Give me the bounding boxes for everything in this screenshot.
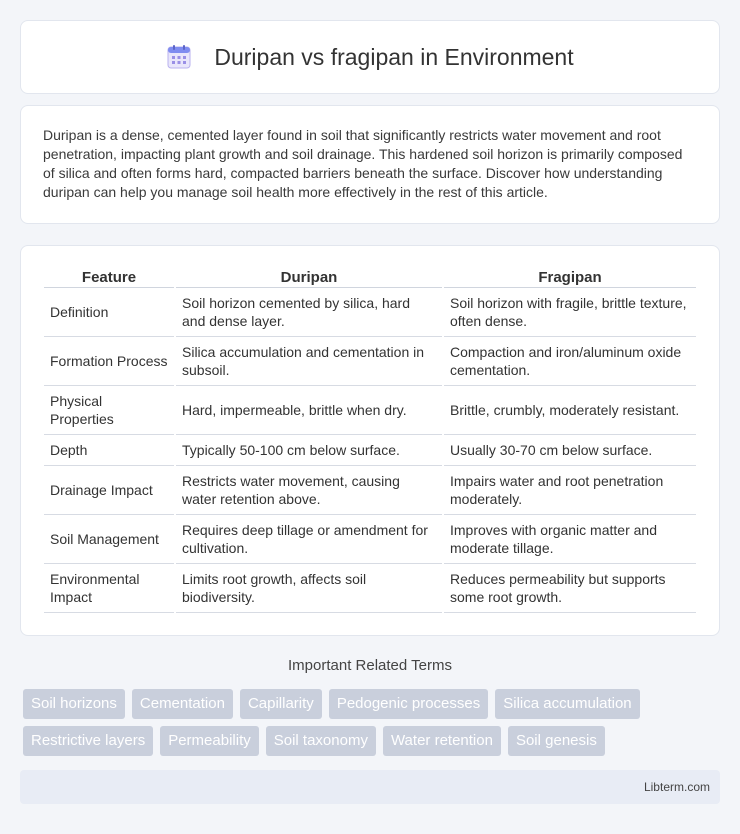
column-header-fragipan: Fragipan xyxy=(444,264,696,288)
tag-soil-horizons[interactable]: Soil horizons xyxy=(23,689,125,719)
tag-pedogenic-processes[interactable]: Pedogenic processes xyxy=(329,689,488,719)
page-header xyxy=(20,20,720,94)
table-header-row xyxy=(44,264,696,288)
fragipan-cell: Reduces permeability but supports some root growth. xyxy=(444,564,696,613)
page-title: Duripan vs fragipan in Environment xyxy=(214,43,574,70)
tag-soil-genesis[interactable]: Soil genesis xyxy=(508,726,605,756)
comparison-table-card xyxy=(20,245,720,636)
tag-permeability[interactable]: Permeability xyxy=(160,726,259,756)
fragipan-cell: Soil horizon with fragile, brittle texture, often dense. xyxy=(444,288,696,337)
related-terms-tags xyxy=(23,689,723,763)
intro-card xyxy=(20,105,720,224)
fragipan-cell: Brittle, crumbly, moderately resistant. xyxy=(444,386,696,435)
duripan-cell: Hard, impermeable, brittle when dry. xyxy=(176,386,442,435)
fragipan-cell: Impairs water and root penetration moderately. xyxy=(444,466,696,515)
fragipan-cell: Compaction and iron/aluminum oxide cementation. xyxy=(444,337,696,386)
feature-cell: Physical Properties xyxy=(44,386,174,435)
tag-row xyxy=(23,689,723,719)
table-row xyxy=(44,466,696,515)
feature-cell: Definition xyxy=(44,288,174,337)
footer xyxy=(20,770,720,804)
tag-water-retention[interactable]: Water retention xyxy=(383,726,501,756)
feature-cell: Depth xyxy=(44,435,174,466)
feature-cell: Formation Process xyxy=(44,337,174,386)
feature-cell: Environmental Impact xyxy=(44,564,174,613)
related-terms-title: Important Related Terms xyxy=(288,657,452,674)
table-row xyxy=(44,337,696,386)
intro-text: Duripan is a dense, cemented layer found in soil that significantly restricts water movement and root penetration, impacting plant growth and soil drainage. This hardened soil horizon is primarily composed of silica and often forms hard, compacted barriers beneath the surface. Discover how understanding duripan can help you manage soil health more effectively in the rest of this article. xyxy=(43,127,683,200)
duripan-cell: Limits root growth, affects soil biodiversity. xyxy=(176,564,442,613)
calendar-icon xyxy=(166,44,192,70)
duripan-cell: Soil horizon cemented by silica, hard and dense layer. xyxy=(176,288,442,337)
comparison-table xyxy=(42,264,698,613)
table-row xyxy=(44,515,696,564)
tag-capillarity[interactable]: Capillarity xyxy=(240,689,322,719)
tag-restrictive-layers[interactable]: Restrictive layers xyxy=(23,726,153,756)
duripan-cell: Restricts water movement, causing water retention above. xyxy=(176,466,442,515)
feature-cell: Soil Management xyxy=(44,515,174,564)
column-header-feature: Feature xyxy=(44,264,174,288)
fragipan-cell: Usually 30-70 cm below surface. xyxy=(444,435,696,466)
table-row xyxy=(44,564,696,613)
footer-site-link[interactable]: Libterm.com xyxy=(643,780,710,794)
tag-row xyxy=(23,726,723,756)
table-row xyxy=(44,386,696,435)
table-row xyxy=(44,288,696,337)
fragipan-cell: Improves with organic matter and moderate tillage. xyxy=(444,515,696,564)
feature-cell: Drainage Impact xyxy=(44,466,174,515)
tag-cementation[interactable]: Cementation xyxy=(132,689,233,719)
table-row xyxy=(44,435,696,466)
duripan-cell: Typically 50-100 cm below surface. xyxy=(176,435,442,466)
duripan-cell: Silica accumulation and cementation in subsoil. xyxy=(176,337,442,386)
tag-soil-taxonomy[interactable]: Soil taxonomy xyxy=(266,726,376,756)
tag-silica-accumulation[interactable]: Silica accumulation xyxy=(495,689,639,719)
column-header-duripan: Duripan xyxy=(176,264,442,288)
duripan-cell: Requires deep tillage or amendment for cultivation. xyxy=(176,515,442,564)
